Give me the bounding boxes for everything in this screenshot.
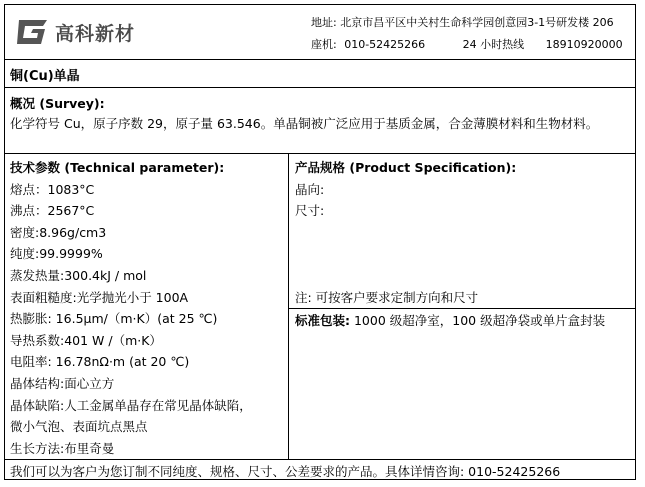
contact-line <box>311 36 623 52</box>
tech-line: 导热系数:401 W /（m·K） <box>10 332 162 348</box>
tech-line: 热膨胀: 16.5μm/（m·K）(at 25 ℃) <box>10 311 218 327</box>
tech-line: 蒸发热量:300.4kJ / mol <box>10 267 147 283</box>
orientation-label: 晶向: <box>295 181 325 197</box>
tech-line: 熔点：1083°C <box>10 181 95 197</box>
header <box>5 5 635 60</box>
size-label: 尺寸: <box>295 203 325 219</box>
spec-divider <box>289 308 635 309</box>
tech-line: 表面粗糙度:光学抛光小于 100A <box>10 289 189 305</box>
packaging-text: 1000 级超净室，100 级超净袋或单片盒封装 <box>353 313 606 328</box>
tech-line: 密度:8.96g/cm3 <box>10 224 107 240</box>
logo-g-icon <box>15 17 49 47</box>
survey-section <box>5 88 635 154</box>
company-logo <box>15 15 135 49</box>
brand-name: 高科新材 <box>55 22 136 45</box>
footer-text: 我们可以为客户为您订制不同纯度、规格、尺寸、公差要求的产品。具体详情咨询: 010-52425266 <box>10 464 561 479</box>
phone-number: 010-52425266 <box>344 38 426 51</box>
hotline-label: 24 小时热线 <box>462 38 525 51</box>
address: 地址: 北京市昌平区中关村生命科学园创意园3-1号研发楼 206 <box>311 16 614 29</box>
tech-line: 纯度:99.9999% <box>10 246 103 262</box>
footer <box>5 459 635 479</box>
spec-heading: 产品规格 (Product Specification): <box>295 160 517 175</box>
product-specification <box>289 154 635 459</box>
spec-note: 注: 可按客户要求定制方向和尺寸 <box>295 290 479 305</box>
tech-line: 电阻率: 16.78nΩ·m (at 20 ℃) <box>10 354 190 370</box>
packaging-label: 标准包装: <box>295 313 350 328</box>
product-title: 铜(Cu)单晶 <box>10 69 80 84</box>
survey-text: 化学符号 Cu，原子序数 29，原子量 63.546。单晶铜被广泛应用于基质金属，合金薄膜材料和生物材料。 <box>10 116 599 131</box>
product-datasheet <box>4 4 636 480</box>
tech-line: 晶体缺陷:人工金属单晶存在常见晶体缺陷， <box>10 397 252 413</box>
standard-packaging <box>295 311 605 331</box>
tech-line: 生长方法:布里奇曼 <box>10 440 115 456</box>
hotline-number: 18910920000 <box>545 38 623 51</box>
tech-line: 晶体结构:面心立方 <box>10 375 115 391</box>
technical-parameters <box>5 154 289 459</box>
phone-label: 座机: <box>311 38 337 51</box>
tech-heading: 技术参数 (Technical parameter): <box>10 160 225 175</box>
title-row <box>5 59 635 88</box>
survey-heading: 概况 (Survey): <box>10 96 105 111</box>
tech-line: 微小气泡、表面坑点黑点 <box>10 419 148 435</box>
tech-line: 沸点：2567°C <box>10 203 95 219</box>
